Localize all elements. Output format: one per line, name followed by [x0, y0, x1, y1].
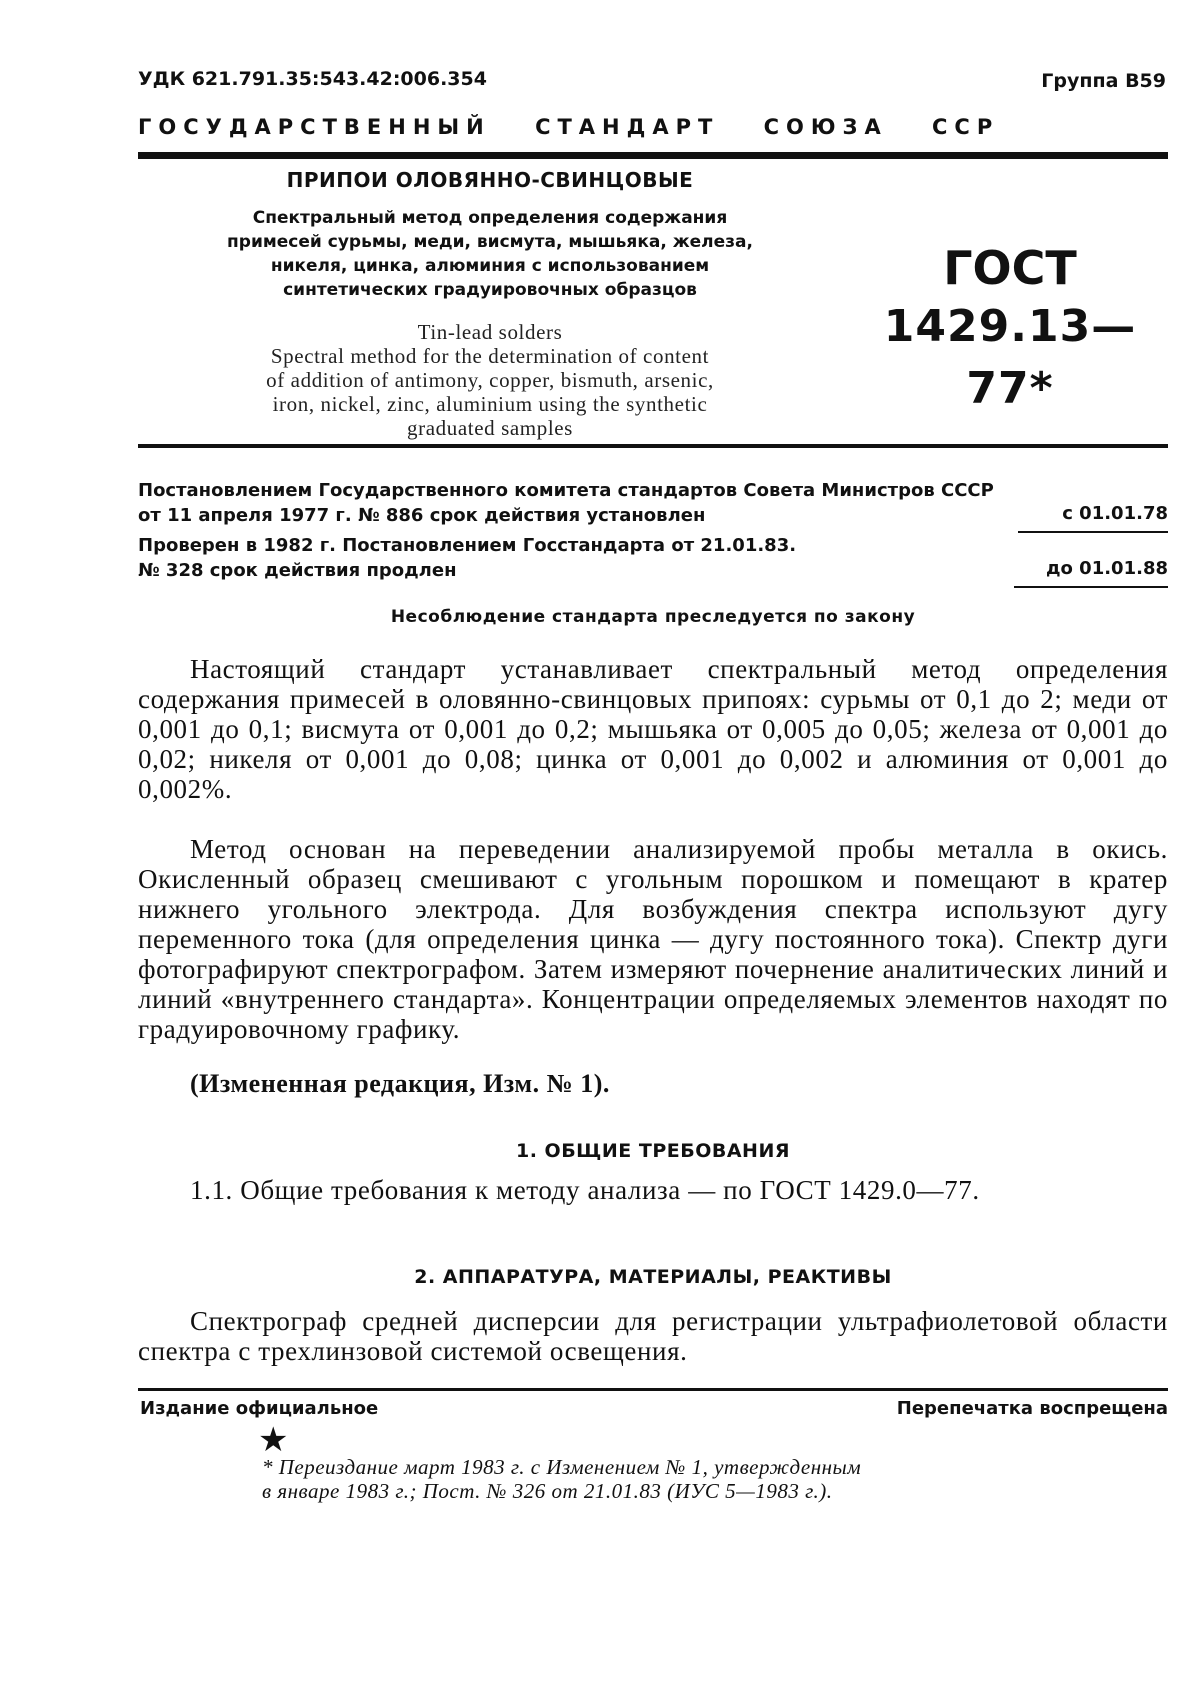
reprint-prohibited-label: Перепечатка воспрещена — [896, 1398, 1168, 1419]
udk-code: УДК 621.791.35:543.42:006.354 — [138, 68, 487, 90]
section-2-heading: 2. АППАРАТУРА, МАТЕРИАЛЫ, РЕАКТИВЫ — [414, 1266, 892, 1288]
decree-line-3: Проверен в 1982 г. Постановлением Госстандарта от 21.01.83. — [138, 535, 797, 556]
title-english — [140, 320, 840, 440]
english-line: Spectral method for the determination of content — [270, 344, 710, 368]
footer-rule — [138, 1388, 1168, 1391]
state-standard-banner: ГОСУДАРСТВЕННЫЙ СТАНДАРТ СОЮЗА ССР — [138, 115, 1000, 139]
effective-date: с 01.01.78 — [1062, 503, 1168, 524]
subtitle-line: никеля, цинка, алюминия с использованием — [270, 256, 710, 276]
title-subtitle — [140, 206, 840, 302]
title-block — [140, 168, 840, 440]
subtitle-line: синтетических градуировочных образцов — [283, 280, 697, 300]
english-line: iron, nickel, zinc, aluminium using the synthetic — [272, 392, 708, 416]
english-line: of addition of antimony, copper, bismuth, arsenic, — [266, 368, 714, 392]
section-2-text — [138, 1306, 1168, 1366]
legal-warning: Несоблюдение стандарта преследуется по закону — [390, 607, 916, 627]
reedition-note — [262, 1455, 1062, 1503]
title-main: ПРИПОИ ОЛОВЯННО-СВИНЦОВЫЕ — [286, 168, 694, 192]
gost-designation — [845, 240, 1175, 420]
reedition-line: * Переиздание март 1983 г. с Изменением № 1, утвержденным — [262, 1455, 862, 1479]
paragraph-text: Метод основан на переведении анализируемой пробы металла в окись. Окисленный образец смешивают с угольным порошком и помещают в кратер нижнего угольного электрода. Для возбуждения спектра используют дугу переменного тока (для определения цинка — дугу постоянного тока). Спектр дуги фотографируют спектрографом. Затем измеряют почернение аналитических линий и линий «внутреннего стандарта». Концентрации определяемых элементов находят по градуировочному графику. — [138, 834, 1168, 1044]
group-code: Группа В59 — [1041, 70, 1166, 92]
decree-line-4: № 328 срок действия продлен — [138, 560, 457, 581]
extended-date: до 01.01.88 — [1046, 558, 1168, 579]
official-edition-label: Издание официальное — [140, 1398, 379, 1419]
english-line: Tin-lead solders — [417, 320, 563, 344]
body-paragraph-1 — [138, 654, 1168, 804]
body-paragraph-2 — [138, 834, 1168, 1044]
gost-word: ГОСТ — [943, 241, 1077, 295]
english-line: graduated samples — [407, 416, 573, 440]
subtitle-line: примесей сурьмы, меди, висмута, мышьяка, железа, — [227, 232, 753, 252]
extended-date-underline — [1014, 586, 1168, 588]
decree-line-2: от 11 апреля 1977 г. № 886 срок действия установлен — [138, 505, 706, 526]
decree-line-1: Постановлением Государственного комитета стандартов Совета Министров СССР — [138, 480, 994, 501]
section-1-heading: 1. ОБЩИЕ ТРЕБОВАНИЯ — [516, 1140, 790, 1162]
amendment-note: (Измененная редакция, Изм. № 1). — [190, 1069, 610, 1098]
header-rule — [138, 152, 1168, 159]
paragraph-text: Спектрограф средней дисперсии для регистрации ультрафиолетовой области спектра с трехлинзовой системой освещения. — [138, 1306, 1168, 1366]
reedition-line: в январе 1983 г.; Пост. № 326 от 21.01.83 (ИУС 5—1983 г.). — [262, 1479, 833, 1503]
star-icon: ★ — [258, 1422, 289, 1459]
gost-number: 1429.13—77* — [883, 301, 1137, 414]
paragraph-text: Настоящий стандарт устанавливает спектральный метод определения содержания примесей в оловянно-свинцовых припоях: сурьмы от 0,1 до 2; меди от 0,001 до 0,1; висмута от 0,001 до 0,2; мышьяка от 0,005 до 0,05; железа от 0,001 до 0,02; никеля от 0,001 до 0,08; цинка от 0,001 до 0,002 и алюминия от 0,001 до 0,002%. — [138, 654, 1168, 804]
subtitle-line: Спектральный метод определения содержания — [252, 208, 728, 228]
title-rule — [138, 444, 1168, 448]
effective-date-underline — [1018, 531, 1168, 533]
paragraph-text: 1.1. Общие требования к методу анализа — по ГОСТ 1429.0—77. — [190, 1175, 980, 1205]
section-1-text — [138, 1175, 1168, 1205]
